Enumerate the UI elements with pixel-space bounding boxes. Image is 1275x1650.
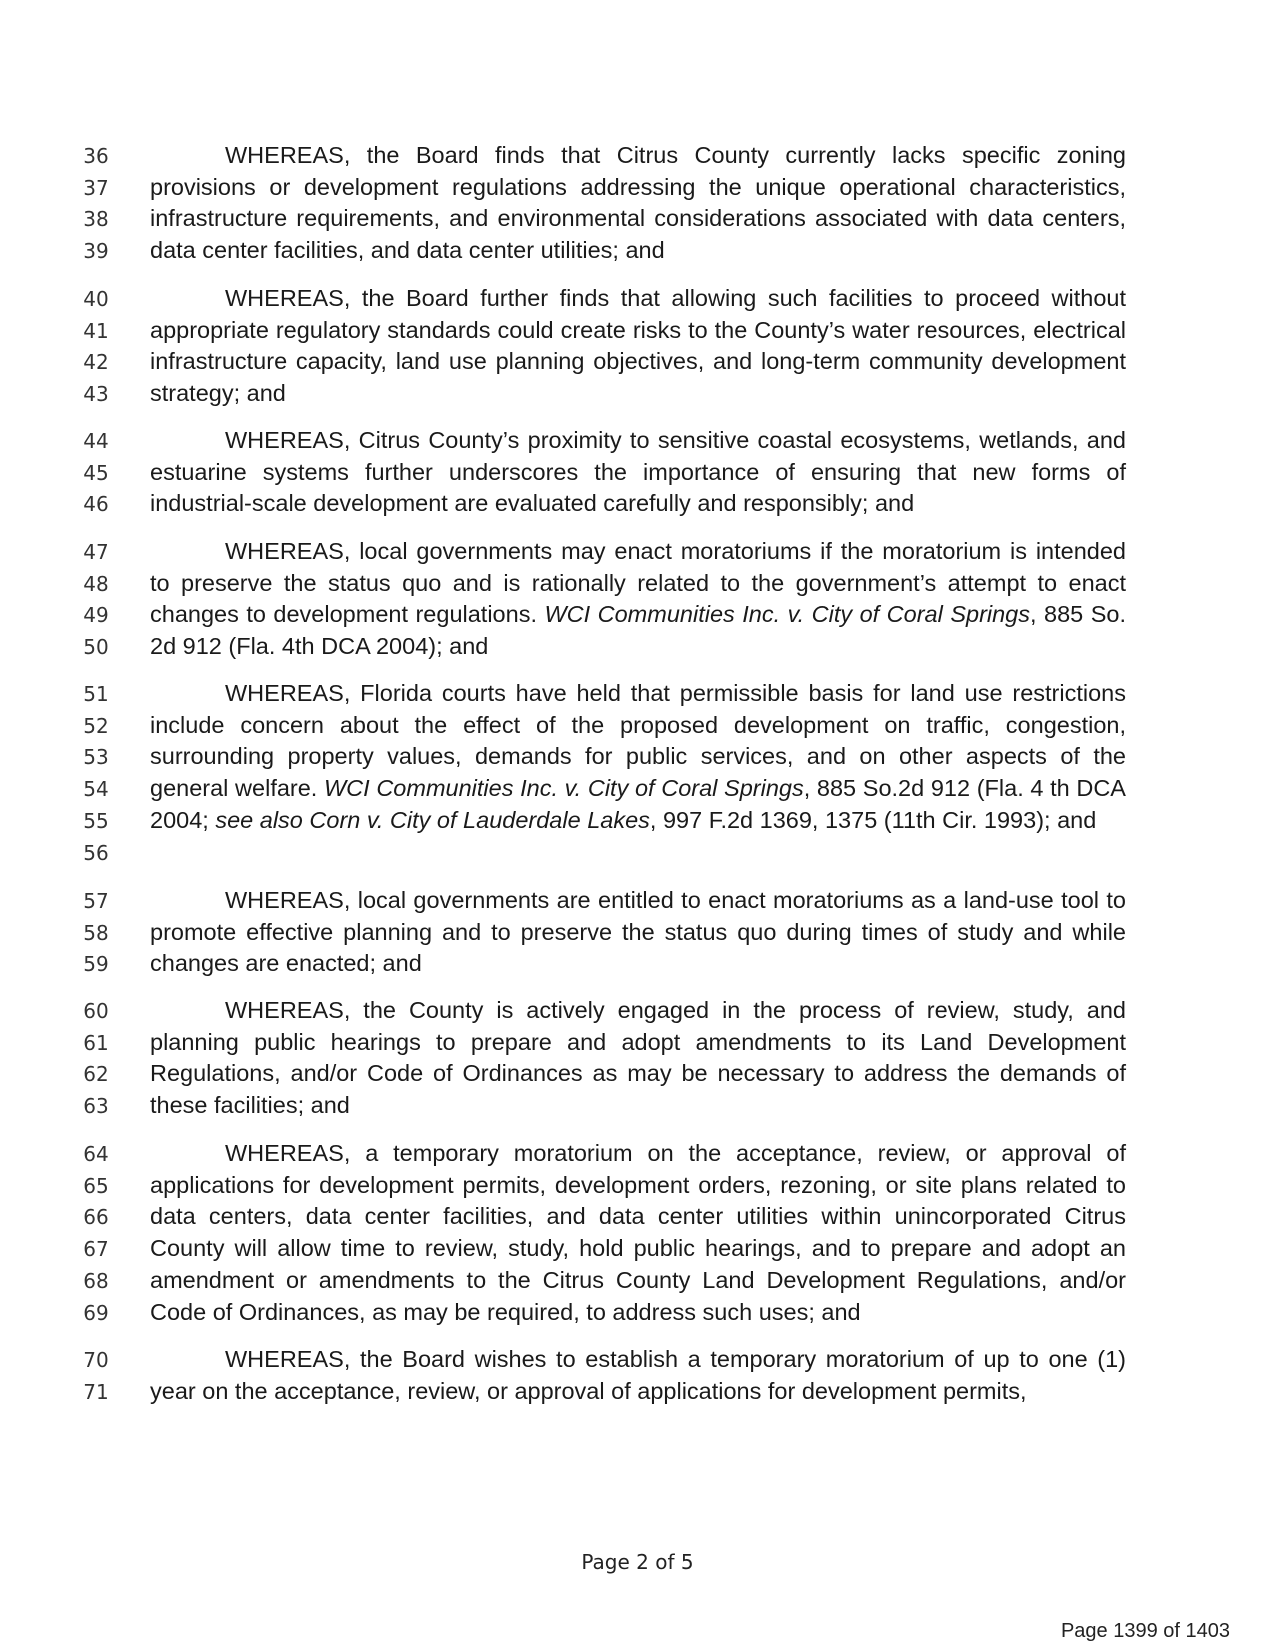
line-number: 71 xyxy=(83,1379,109,1404)
line-number: 66 xyxy=(83,1205,109,1230)
text-segment: WHEREAS, the Board wishes to establish a temporary moratorium of up to one (1) year on the acceptance, review, or approval of applications for development permits, xyxy=(150,1346,1126,1404)
paragraph-text xyxy=(150,995,1126,1122)
line-number: 63 xyxy=(83,1094,109,1119)
text-segment: WHEREAS, the Board further finds that allowing such facilities to proceed without appropriate regulatory standards could create risks to the County’s water resources, electrical infrastructure capacity, land use planning objectives, and long-term community development strategy; and xyxy=(150,285,1126,407)
line-number: 55 xyxy=(83,808,109,833)
paragraph-text xyxy=(150,885,1126,980)
text-segment: , 885 So.2d 912 (Fla. 4 th DCA 2004; xyxy=(150,775,1126,833)
line-number: 62 xyxy=(83,1062,109,1087)
text-segment: WHEREAS, the Board finds that Citrus County currently lacks specific zoning provisions or development regulations addressing the unique operational characteristics, infrastructure requirements, and environmental considerations associated with data centers, data center facilities, and data center utilities; and xyxy=(150,142,1126,264)
line-number: 69 xyxy=(83,1300,109,1325)
line-number: 53 xyxy=(83,745,109,770)
case-citation: WCI Communities Inc. v. City of Coral Springs xyxy=(324,775,804,802)
packet-page-number: Page 1399 of 1403 xyxy=(1060,1620,1230,1642)
line-number: 56 xyxy=(83,840,109,865)
line-number: 42 xyxy=(83,350,109,375)
case-citation: WCI Communities Inc. v. City of Coral Springs xyxy=(544,601,1031,628)
paragraph-text xyxy=(150,1138,1126,1328)
line-number: 46 xyxy=(83,492,109,517)
line-number: 41 xyxy=(83,318,109,343)
paragraph-text xyxy=(150,283,1126,410)
text-segment: WHEREAS, a temporary moratorium on the acceptance, review, or approval of applications for development permits, development orders, rezoning, or site plans related to data centers, data center facilities, and data center utilities within unincorporated Citrus County will allow time to review, study, hold public hearings, and to prepare and adopt an amendment or amendments to the Citrus County Land Development Regulations, and/or Code of Ordinances, as may be required, to address such uses; and xyxy=(150,1140,1126,1325)
line-number: 60 xyxy=(83,999,109,1023)
text-segment: , 885 So. 2d 912 (Fla. 4th DCA 2004); and xyxy=(150,601,1127,660)
line-number: 57 xyxy=(83,889,109,913)
text-segment: WHEREAS, local governments may enact moratoriums if the moratorium is intended to preserve the status quo and is rationally related to the government’s attempt to enact changes to development regulations. xyxy=(150,538,1126,628)
line-number: 40 xyxy=(83,287,109,311)
line-number: 52 xyxy=(83,713,109,738)
line-number: 39 xyxy=(83,239,109,264)
paragraph-text xyxy=(150,678,1126,837)
text-segment: WHEREAS, the County is actively engaged in the process of review, study, and planning public hearings to prepare and adopt amendments to its Land Development Regulations, and/or Code of Ordinances as may be necessary to address the demands of these facilities; and xyxy=(150,997,1126,1119)
text-segment: WHEREAS, local governments are entitled to enact moratoriums as a land-use tool to promote effective planning and to preserve the status quo during times of study and while changes are enacted; and xyxy=(150,887,1126,977)
paragraph-text xyxy=(150,425,1126,520)
line-number: 47 xyxy=(83,540,109,564)
line-number: 44 xyxy=(83,429,109,453)
line-number: 49 xyxy=(83,603,109,628)
line-number: 68 xyxy=(83,1268,109,1293)
text-segment: WHEREAS, Citrus County’s proximity to sensitive coastal ecosystems, wetlands, and estuarine systems further underscores the importance of ensuring that new forms of industrial-scale development are evaluated carefully and responsibly; and xyxy=(150,427,1126,517)
line-number: 36 xyxy=(83,144,109,168)
line-number: 43 xyxy=(83,382,109,407)
line-number: 38 xyxy=(83,207,109,232)
line-number: 51 xyxy=(83,682,109,706)
line-number: 61 xyxy=(83,1030,109,1055)
line-number: 50 xyxy=(83,635,109,660)
paragraph-text xyxy=(150,1344,1126,1407)
line-number: 65 xyxy=(83,1173,109,1198)
line-number: 59 xyxy=(83,952,109,977)
line-number: 54 xyxy=(83,777,109,802)
text-segment: , 997 F.2d 1369, 1375 (11th Cir. 1993); and xyxy=(649,806,1097,833)
paragraph-text xyxy=(150,536,1126,663)
line-number: 67 xyxy=(83,1237,109,1262)
line-number: 58 xyxy=(83,920,109,945)
line-number: 48 xyxy=(83,571,109,596)
line-number: 37 xyxy=(83,175,109,200)
text-segment: WHEREAS, Florida courts have held that permissible basis for land use restrictions include concern about the effect of the proposed development on traffic, congestion, surrounding property values, demands for public services, and on other aspects of the general welfare. xyxy=(150,680,1126,802)
case-citation: see also Corn v. City of Lauderdale Lakes xyxy=(215,806,650,833)
paragraph-text xyxy=(150,140,1126,267)
line-number: 64 xyxy=(83,1142,109,1166)
line-number: 45 xyxy=(83,460,109,485)
line-number: 70 xyxy=(83,1348,109,1372)
page-number: Page 2 of 5 xyxy=(581,1550,694,1574)
